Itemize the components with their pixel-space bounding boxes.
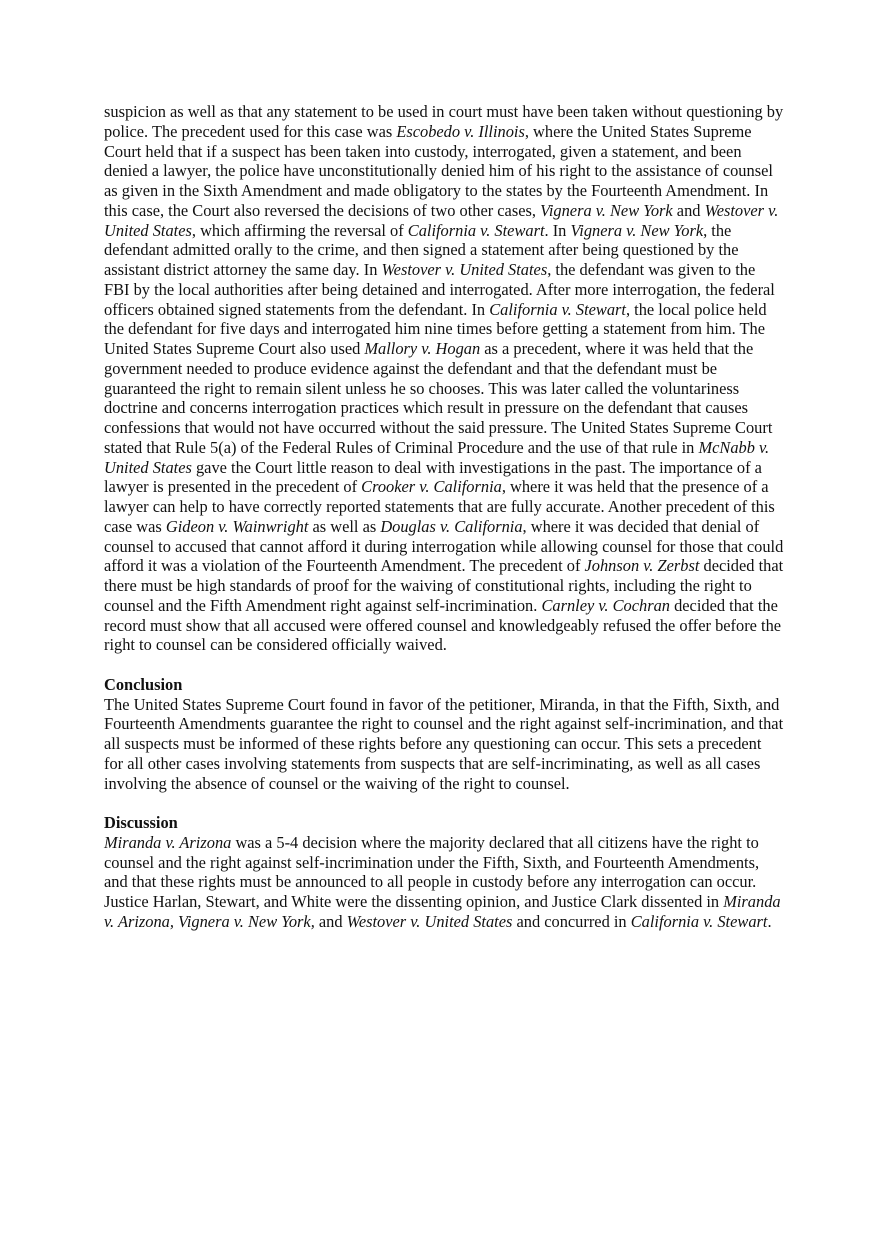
- text-run: and: [672, 200, 705, 220]
- text-run: . In: [544, 220, 571, 240]
- conclusion-paragraph: [104, 695, 784, 794]
- text-run: was a 5-4 decision where the majority declared that all citizens have the right to counsel and the right against self-incrimination under the Fifth, Sixth, and Fourteenth Amendments, and that these rights must be announced to all people in custody before any interrogation can occur. Justice Harlan, Stewart, and White were the dissenting opinion, and Justice Clark dissented in: [104, 832, 760, 911]
- text-run: , the defendant admitted orally to the crime, and then signed a statement after being questioned by the assistant district attorney the same day. In: [104, 220, 739, 279]
- section-heading-discussion: Discussion: [104, 813, 178, 832]
- case-citation: Crooker v. California: [361, 477, 502, 497]
- text-run: and: [314, 911, 347, 931]
- case-citation: California v. Stewart: [630, 911, 768, 931]
- text-run: as a precedent, where it was held that the government needed to produce evidence against the defendant and that the defendant must be guaranteed the right to remain silent unless he so chooses. This was later called the voluntariness doctrine and concerns interrogation practices which result in pressure on the defendant that causes confessions that would not have occurred without the said pressure. The United States Supreme Court stated that Rule 5(a) of the Federal Rules of Criminal Procedure and the use of that rule in: [104, 339, 773, 457]
- case-citation: Miranda v. Arizona, Vignera v. New York,: [104, 892, 781, 931]
- case-citation: California v. Stewart: [407, 220, 545, 240]
- text-run: as well as: [308, 516, 381, 536]
- text-run: , where it was decided that denial of counsel to accused that cannot afford it during interrogation while allowing counsel for those that could afford it was a violation of the Fourteenth Amendment. The precedent of: [104, 516, 784, 576]
- text-run: .: [767, 911, 772, 931]
- case-citation: McNabb v. United States: [104, 437, 770, 477]
- text-run: , which affirming the reversal of: [191, 220, 408, 240]
- case-citation: Miranda v. Arizona: [104, 832, 232, 852]
- body-paragraph: [104, 102, 784, 655]
- paragraph-spacer: [104, 655, 784, 675]
- case-citation: Douglas v. California: [380, 516, 523, 536]
- paragraph-spacer: [104, 793, 784, 813]
- text-run: gave the Court little reason to deal with investigations in the past. The importance of a lawyer is presented in the precedent of: [104, 457, 762, 497]
- case-citation: Vignera v. New York: [570, 220, 704, 240]
- case-citation: California v. Stewart: [489, 299, 626, 319]
- discussion-paragraph: [104, 833, 784, 932]
- text-run: decided that the record must show that all accused were offered counsel and knowledgeably refused the offer before the right to counsel can be considered officially waived.: [104, 595, 782, 655]
- text-run: , the local police held the defendant for five days and interrogated him nine times before getting a statement from him. The United States Supreme Court also used: [104, 299, 767, 358]
- text-run: , the defendant was given to the FBI by the local authorities after being detained and interrogated. After more interrogation, the federal officers obtained signed statements from the defendant. In: [104, 260, 775, 319]
- section-heading-conclusion: Conclusion: [104, 674, 183, 694]
- case-citation: Vignera v. New York: [540, 200, 673, 220]
- text-run: , where the United States Supreme Court held that if a suspect has been taken into custody, interrogated, given a statement, and been denied a lawyer, the police have unconstitutionally denied him of his right to the assistance of counsel as given in the Sixth Amendment and made obligatory to the states by the Fourteenth Amendment. In this case, the Court also reversed the decisions of two other cases,: [104, 121, 773, 220]
- case-citation: Escobedo v. Illinois: [396, 121, 525, 141]
- text-run: and concurred in: [512, 911, 631, 931]
- text-run: suspicion as well as that any statement to be used in court must have been taken without questioning by police. The precedent used for this case was: [104, 102, 784, 141]
- case-citation: Mallory v. Hogan: [364, 339, 481, 358]
- case-citation: Gideon v. Wainwright: [165, 516, 309, 536]
- case-citation: Westover v. United States: [104, 200, 779, 240]
- case-citation: Westover v. United States: [381, 260, 548, 279]
- document-page: [104, 102, 784, 932]
- text-run: , where it was held that the presence of a lawyer can help to have correctly reported statements that are fully accurate. Another precedent of this case was: [104, 477, 775, 536]
- case-citation: Westover v. United States: [346, 911, 513, 931]
- case-citation: Carnley v. Cochran: [541, 595, 670, 615]
- text-run: decided that there must be high standards of proof for the waiving of constitutional rights, including the right to counsel and the Fifth Amendment right against self-incrimination.: [104, 556, 784, 615]
- case-citation: Johnson v. Zerbst: [584, 556, 700, 576]
- text-run: The United States Supreme Court found in favor of the petitioner, Miranda, in that the Fifth, Sixth, and Fourteenth Amendments guarantee the right to counsel and the right against self-incrimination, and that all suspects must be informed of these rights before any questioning can occur. This sets a precedent for all other cases involving statements from suspects that are self-incriminating, as well as all cases involving the absence of counsel or the waiving of the right to counsel.: [104, 694, 784, 793]
